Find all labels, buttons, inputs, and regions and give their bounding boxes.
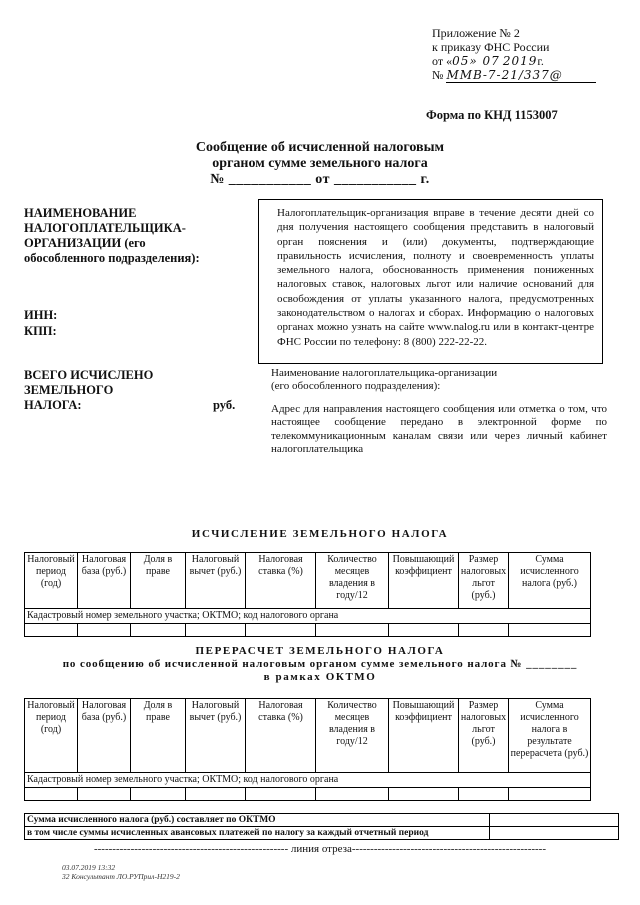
col-period: Налоговый период (год) (25, 699, 78, 773)
col-deduction: Налоговый вычет (руб.) (186, 699, 246, 773)
annex-date (432, 54, 596, 68)
recipient-line-1: Наименование налогоплательщика-организации (271, 367, 498, 379)
taxpayer-name-line-3: ОРГАНИЗАЦИИ (его (24, 236, 146, 250)
recipient-name-label (271, 367, 497, 394)
recalc-title-line-1: ПЕРЕРАСЧЕТ ЗЕМЕЛЬНОГО НАЛОГА (195, 645, 445, 657)
date-day: 05 (452, 54, 470, 68)
title-line-1: Сообщение об исчисленной налоговым (195, 140, 445, 155)
col-base: Налоговая база (руб.) (78, 553, 131, 609)
col-share: Доля в праве (131, 699, 186, 773)
number-prefix: № (432, 68, 444, 82)
recalc-data-row (25, 788, 591, 801)
col-coefficient: Повышающий коэффициент (389, 553, 459, 609)
recalc-table (24, 698, 591, 801)
title-line-2: органом сумме земельного налога (212, 156, 428, 171)
summary-advance-value (490, 827, 619, 840)
total-line-3: НАЛОГА: (24, 398, 82, 412)
recalc-title-line-3: в рамках ОКТМО (263, 671, 377, 683)
calc-cadastral-row (25, 609, 591, 624)
calc-data-row (25, 624, 591, 637)
col-coefficient: Повышающий коэффициент (389, 699, 459, 773)
col-benefits: Размер налоговых льгот (руб.) (459, 699, 509, 773)
summary-row-advance (25, 827, 619, 840)
calc-section-title: ИСЧИСЛЕНИЕ ЗЕМЕЛЬНОГО НАЛОГА (191, 528, 449, 540)
summary-advance-label: в том числе суммы исчисленных авансовых платежей по налогу за каждый отчетный период (25, 827, 490, 840)
calc-header-row (25, 553, 591, 609)
cut-line: ----------------------------------------------------- линия отреза----------------------------------------------------- (93, 843, 547, 855)
order-number-handwritten: ММВ-7-21/337@ (446, 68, 596, 83)
col-period: Налоговый период (год) (25, 553, 78, 609)
col-share: Доля в праве (131, 553, 186, 609)
summary-total-value (490, 814, 619, 827)
date-prefix: от « (432, 54, 453, 68)
col-deduction: Налоговый вычет (руб.) (186, 553, 246, 609)
date-month: » 07 (469, 54, 500, 68)
summary-total-label: Сумма исчисленного налога (руб.) составляет по ОКТМО (25, 814, 490, 827)
col-rate: Налоговая ставка (%) (246, 699, 316, 773)
cadastral-label: Кадастровый номер земельного участка; ОКТМО; код налогового органа (25, 609, 591, 624)
recipient-line-2: (его обособленного подразделения): (271, 380, 441, 393)
inn-label: ИНН: (24, 308, 58, 322)
recalc-cadastral-row (25, 773, 591, 788)
annex-number: Приложение № 2 (432, 26, 520, 40)
taxpayer-name-label (24, 206, 200, 266)
col-amount: Сумма исчисленного налога (руб.) (509, 553, 591, 609)
col-months: Количество месяцев владения в году/12 (316, 699, 389, 773)
summary-row-total (25, 814, 619, 827)
taxpayer-name-line-4: обособленного подразделения): (24, 251, 200, 265)
rub-label: руб. (213, 398, 236, 412)
col-benefits: Размер налоговых льгот (руб.) (459, 553, 509, 609)
taxpayer-name-line-1: НАИМЕНОВАНИЕ (24, 206, 137, 220)
stamp-date: 03.07.2019 13:32 (62, 863, 116, 872)
total-tax-label (24, 368, 153, 413)
col-rate: Налоговая ставка (%) (246, 553, 316, 609)
col-base: Налоговая база (руб.) (78, 699, 131, 773)
col-months: Количество месяцев владения в году/12 (316, 553, 389, 609)
stamp-file: 32 Консультант ЛО.РУПрил-Н219-2 (62, 872, 180, 881)
total-line-1: ВСЕГО ИСЧИСЛЕНО (24, 368, 154, 382)
annex-order: к приказу ФНС России (432, 40, 550, 54)
date-suffix: г. (537, 54, 544, 68)
summary-table (24, 813, 619, 840)
kpp-label: КПП: (24, 324, 57, 338)
taxpayer-notice-box: Налогоплательщик-организация вправе в течение десяти дней со дня получения настоящего сообщения представить в налоговый орган пояснения и (или) документы, подтверждающие правильность исчисления, полноту и своевременность уплаты земельного налога, обоснованность применения пониженных налоговых ставок, налоговых льгот или наличие оснований для освобождения от уплаты указанного налога, предусмотренных законодательством о налогах и сборах. Информацию о налоговых органах можно узнать на сайте www.nalog.ru или в контакт-центре ФНС России по телефону: 8 (800) 222-22-22. (258, 199, 603, 364)
title-number-date: № ___________ от ___________ г. (210, 172, 430, 187)
annex-header (432, 26, 596, 83)
calc-table (24, 552, 591, 637)
date-year: 2019 (502, 54, 538, 68)
recalc-section-title (0, 645, 640, 684)
recipient-address-label: Адрес для направления настоящего сообщения или отметка о том, что настоящее сообщение передано в электронной форме по телекоммуникационным каналам связи или через личный кабинет налогоплательщика (271, 403, 607, 456)
cadastral-label: Кадастровый номер земельного участка; ОКТМО; код налогового органа (25, 773, 591, 788)
total-line-2: ЗЕМЕЛЬНОГО (24, 383, 114, 397)
recalc-header-row (25, 699, 591, 773)
form-code: Форма по КНД 1153007 (426, 108, 558, 122)
document-title (0, 140, 640, 188)
col-amount-recalc: Сумма исчисленного налога в результате перерасчета (руб.) (509, 699, 591, 773)
annex-order-number (432, 68, 596, 83)
taxpayer-name-line-2: НАЛОГОПЛАТЕЛЬЩИКА- (24, 221, 186, 235)
recalc-title-line-2: по сообщению об исчисленной налоговым органом сумме земельного налога № ________ (62, 658, 578, 670)
